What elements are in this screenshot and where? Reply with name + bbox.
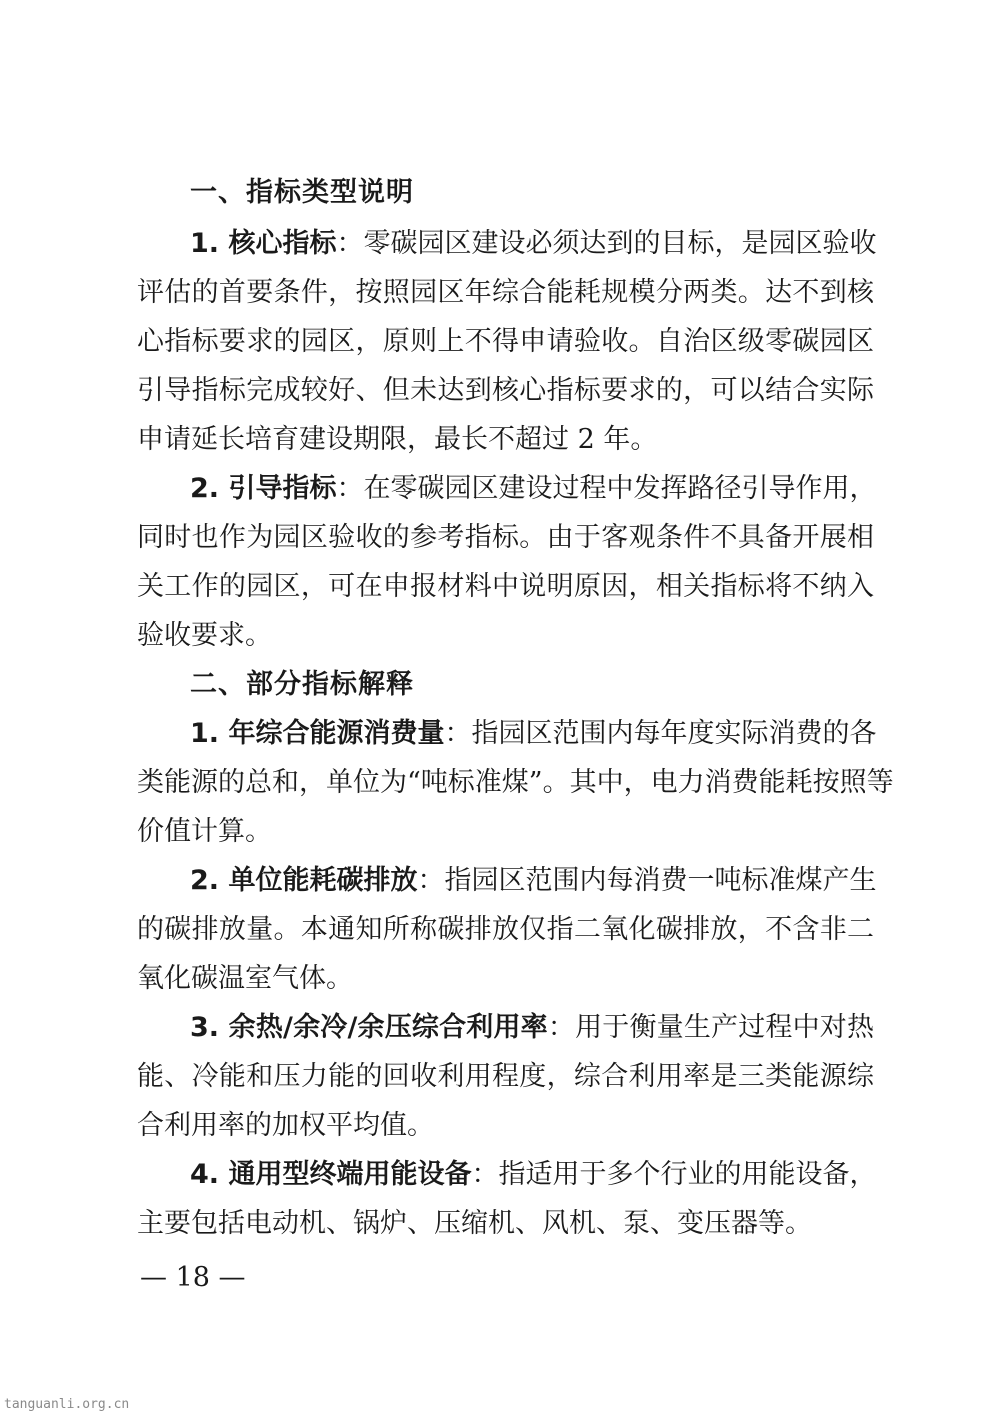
paragraph-equipment-line-1: 4. 通用型终端用能设备：指适用于多个行业的用能设备， [190, 1159, 877, 1190]
paragraph-line: 关工作的园区，可在申报材料中说明原因，相关指标将不纳入 [137, 571, 874, 602]
watermark: tanguanli.org.cn [4, 1397, 130, 1412]
paragraph-line: 引导指标完成较好、但未达到核心指标要求的，可以结合实际 [137, 375, 874, 406]
term-waste-heat: 3. 余热/余冷/余压综合利用率 [190, 1012, 548, 1043]
paragraph-line: 同时也作为园区验收的参考指标。由于客观条件不具备开展相 [137, 522, 874, 553]
paragraph-waste-heat-line-1: 3. 余热/余冷/余压综合利用率：用于衡量生产过程中对热 [190, 1012, 874, 1043]
paragraph-line: 价值计算。 [137, 816, 272, 847]
term-energy-consumption: 1. 年综合能源消费量 [190, 718, 445, 749]
page-number: — 18 — [140, 1262, 246, 1293]
paragraph-line: 验收要求。 [137, 620, 272, 651]
paragraph-line: 心指标要求的园区，原则上不得申请验收。自治区级零碳园区 [137, 326, 874, 357]
term-core-indicator: 1. 核心指标 [190, 228, 337, 259]
paragraph-line: 能、冷能和压力能的回收利用程度，综合利用率是三类能源综 [137, 1061, 874, 1092]
term-equipment: 4. 通用型终端用能设备 [190, 1159, 472, 1190]
paragraph-line: 申请延长培育建设期限，最长不超过 2 年。 [137, 424, 658, 455]
paragraph-guide-indicator-line-1: 2. 引导指标：在零碳园区建设过程中发挥路径引导作用， [190, 473, 877, 504]
paragraph-line: 评估的首要条件，按照园区年综合能耗规模分两类。达不到核 [137, 277, 874, 308]
section-heading-2: 二、部分指标解释 [190, 669, 414, 700]
paragraph-energy-consumption-line-1: 1. 年综合能源消费量：指园区范围内每年度实际消费的各 [190, 718, 877, 749]
paragraph-line: 类能源的总和，单位为“吨标准煤”。其中，电力消费能耗按照等 [137, 767, 894, 798]
paragraph-line: 氧化碳温室气体。 [137, 963, 353, 994]
term-carbon-emission: 2. 单位能耗碳排放 [190, 865, 418, 896]
paragraph-core-indicator-line-1: 1. 核心指标：零碳园区建设必须达到的目标，是园区验收 [190, 228, 877, 259]
paragraph-line: 主要包括电动机、锅炉、压缩机、风机、泵、变压器等。 [137, 1208, 812, 1239]
paragraph-line: 的碳排放量。本通知所称碳排放仅指二氧化碳排放，不含非二 [137, 914, 874, 945]
term-guide-indicator: 2. 引导指标 [190, 473, 337, 504]
paragraph-line: 合利用率的加权平均值。 [137, 1110, 434, 1141]
section-heading-1: 一、指标类型说明 [190, 177, 414, 208]
paragraph-carbon-emission-line-1: 2. 单位能耗碳排放：指园区范围内每消费一吨标准煤产生 [190, 865, 877, 896]
